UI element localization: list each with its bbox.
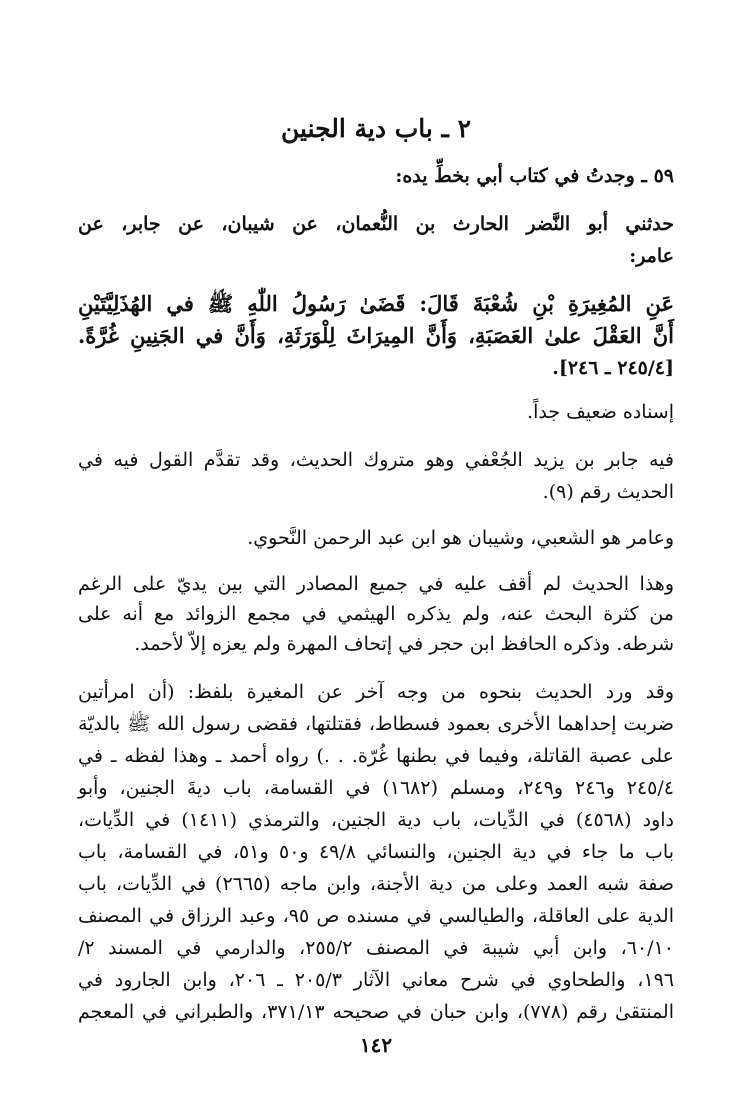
hadith-text-line-2: أَنَّ العَقْلَ علىٰ العَصَبَةِ، وَأَنَّ المِيرَاثَ لِلْوَرَثَةِ، وَأَنَّ في الجَنِينِ غُرَّةً. [78,323,674,348]
takhrij-line-2: ضربت إحداهما الأخرى بعمود فسطاط، فقتلتها، فقضى رسول الله ﷺ بالديّة [78,713,674,735]
takhrij-line-5: داود (٤٥٦٨) في الدِّيات، باب دية الجنين، والترمذي (١٤١١) في الدِّيات، [78,809,675,831]
isnad-line-1: حدثني أبو النَّضر الحارث بن النُّعمان، عن شيبان، عن جابر، عن [78,213,674,235]
takhrij-line-4: ٢٤٥/٤ و٢٤٦ و٢٤٩، ومسلم (١٦٨٢) في القسامة، باب ديةَ الجنين، وأبو [78,777,674,799]
hadith-text-line-1: عَنِ المُغِيرَةِ بْنِ شُعْبَةَ قَالَ: قَضَىٰ رَسُولُ اللّٰهِ ﷺ في الهُذَلِيَّتَيْنِ [78,291,674,316]
commentary-line-3: وعامر هو الشعبي، وشيبان هو ابن عبد الرحمن النَّحوي. [247,527,674,549]
commentary-line-2: الحديث رقم (٩). [542,481,674,503]
takhrij-line-8: الدية على العاقلة، والطيالسي في مسنده ص ٩٥، وعبد الرزاق في المصنف [78,905,674,927]
isnad-line-2: عامر: [629,245,674,267]
takhrij-line-10: ١٩٦، والطحاوي في شرح معاني الآثار ٢٠٥/٣ ـ ٢٠٦، وابن الجارود في [78,969,674,991]
chapter-title: ٢ ـ باب دية الجنين [281,114,471,143]
commentary-line-1: فيه جابر بن يزيد الجُعْفي وهو متروك الحديث، وقد تقدَّم القول فيه في [78,449,674,471]
takhrij-line-3: على عصبة القاتلة، وفيما في بطنها غُرّة. . .) رواه أحمد ـ وهذا لفظه ـ في [78,745,674,767]
commentary-line-6: شرطه. وذكره الحافظ ابن حجر في إتحاف المهرة ولم يعزه إلاّ لأحمد. [134,633,674,655]
hadith-number-line: ٥٩ ـ وجدتُ في كتاب أبي بخطِّ يده: [395,165,674,187]
takhrij-line-1: وقد ورد الحديث بنحوه من وجه آخر عن المغيرة بلفظ: (أن امرأتين [78,681,674,703]
hadith-reference: [٢٤٥/٤ ـ ٢٤٦]. [552,357,674,379]
takhrij-line-9: ٦٠/١٠، وابن أبي شيبة في المصنف ٢٥٥/٢، والدارمي في المسند ٢/ [78,937,674,959]
takhrij-line-6: باب ما جاء في دية الجنين، والنسائي ٤٩/٨ و٥٠ و٥١، في القسامة، باب [78,841,675,863]
takhrij-line-11: المنتقىٰ رقم (٧٧٨)، وابن حبان في صحيحه ٣٧١/١٣، والطبراني في المعجم [78,1001,675,1023]
grading-line: إسناده ضعيف جداً. [527,401,674,423]
page-number: ١٤٢ [359,1033,393,1057]
takhrij-line-7: صفة شبه العمد وعلى من دية الأجنة، وابن ماجه (٢٦٦٥) في الدِّيات، باب [78,873,674,895]
commentary-line-5: من كثرة البحث عنه، ولم يذكره الهيثمي في مجمع الزوائد مع أنه على [78,603,674,625]
commentary-line-4: وهذا الحديث لم أقف عليه في جميع المصادر التي بين يديّ على الرغم [78,573,674,595]
